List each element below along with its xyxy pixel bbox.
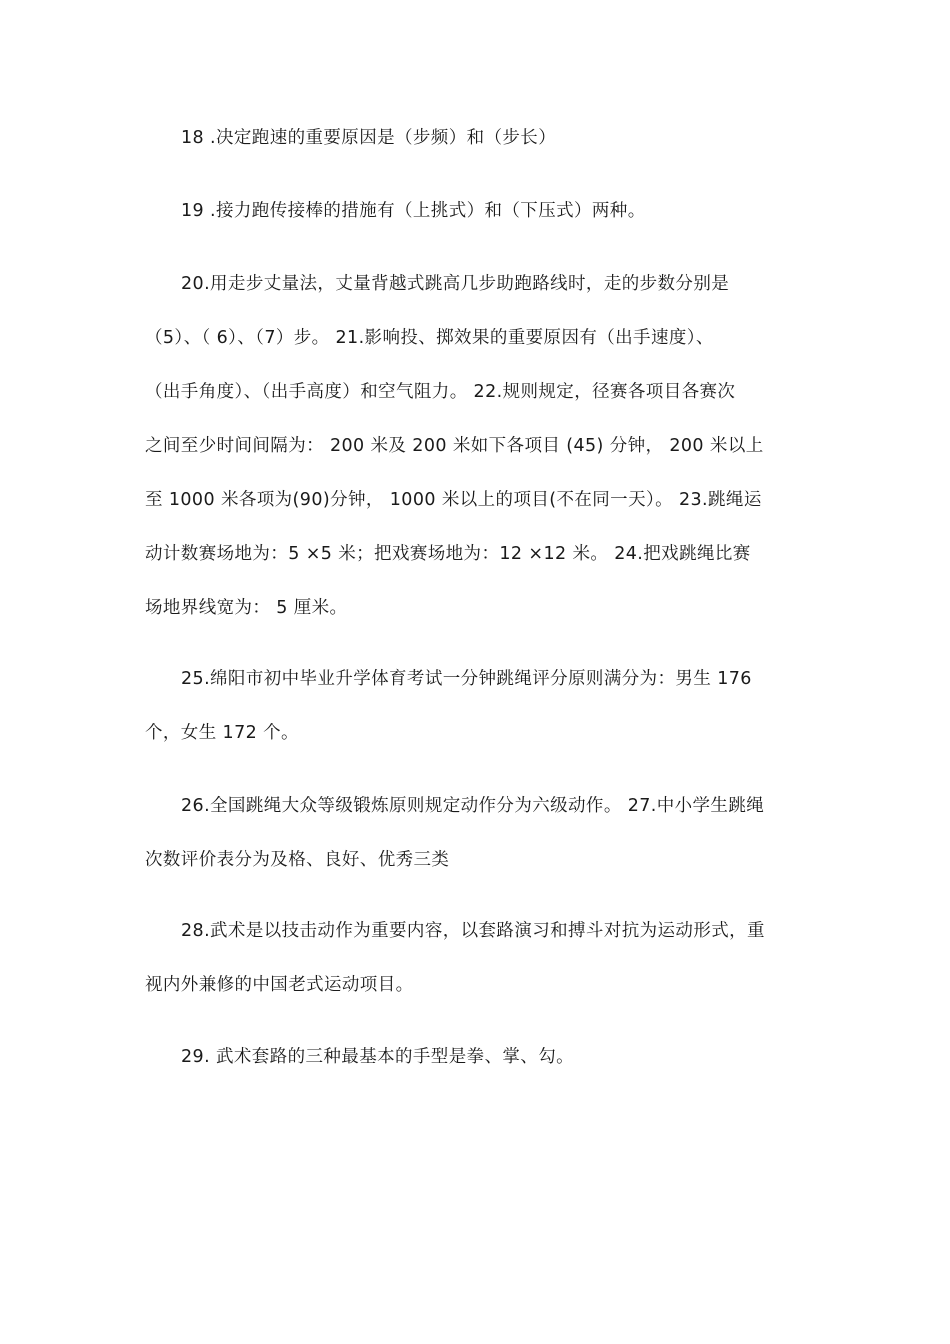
text-line-26: 26.全国跳绳大众等级锻炼原则规定动作分为六级动作。 27.中小学生跳绳 — [181, 796, 765, 816]
text-line-18: 18 .决定跑速的重要原因是（步频）和（步长） — [181, 128, 557, 148]
text-line-29: 29. 武术套路的三种最基本的手型是拳、掌、勾。 — [181, 1047, 574, 1067]
text-line-24-cont: 场地界线宽为： 5 厘米。 — [145, 598, 348, 618]
text-line-20-cont: （5）、（ 6）、（7）步。 21.影响投、掷效果的重要原因有（出手速度）、 — [145, 328, 714, 348]
text-line-19: 19 .接力跑传接棒的措施有（上挑式）和（下压式）两种。 — [181, 201, 646, 221]
text-line-25-cont: 个，女生 172 个。 — [145, 723, 299, 743]
text-line-25: 25.绵阳市初中毕业升学体育考试一分钟跳绳评分原则满分为：男生 176 — [181, 669, 752, 689]
text-line-22-cont-b: 至 1000 米各项为(90)分钟， 1000 米以上的项目(不在同一天）。 23.跳绳运 — [145, 490, 762, 510]
text-line-22-cont-a: 之间至少时间间隔为： 200 米及 200 米如下各项目 (45) 分钟， 200 米以上 — [145, 436, 764, 456]
text-line-27-cont: 次数评价表分为及格、良好、优秀三类 — [145, 850, 450, 870]
text-line-28: 28.武术是以技击动作为重要内容，以套路演习和搏斗对抗为运动形式，重 — [181, 921, 765, 941]
text-line-28-cont: 视内外兼修的中国老式运动项目。 — [145, 975, 414, 995]
text-line-21-cont: （出手角度）、（出手高度）和空气阻力。 22.规则规定，径赛各项目各赛次 — [145, 382, 736, 402]
text-line-20: 20.用走步丈量法，丈量背越式跳高几步助跑路线时，走的步数分别是 — [181, 274, 730, 294]
text-line-23-cont: 动计数赛场地为：5 ×5 米；把戏赛场地为：12 ×12 米。 24.把戏跳绳比赛 — [145, 544, 751, 564]
